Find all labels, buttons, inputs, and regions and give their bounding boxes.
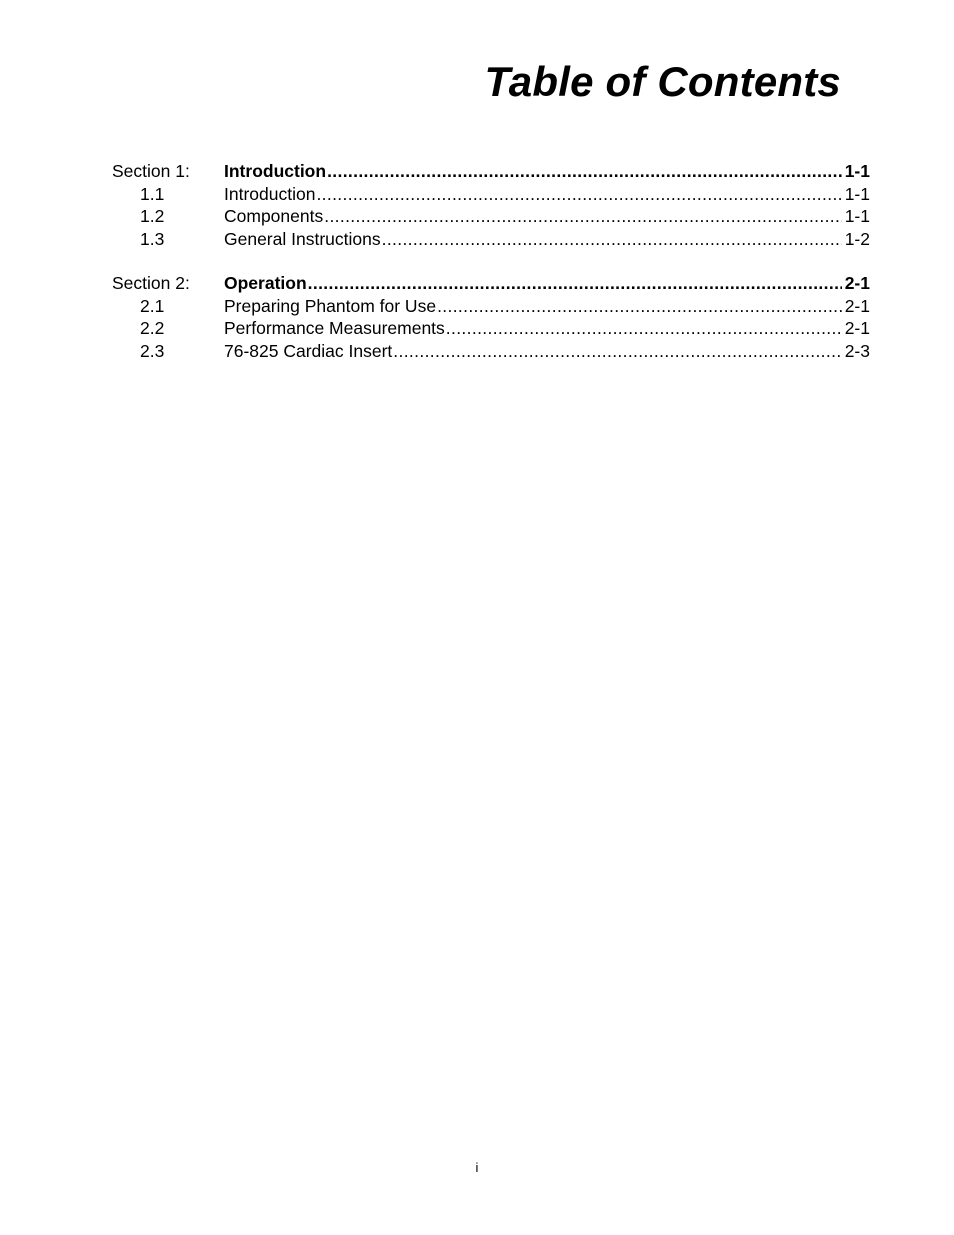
dot-leader <box>327 160 842 183</box>
entry-title: 76-825 Cardiac Insert <box>224 340 393 361</box>
section-label: Section 2: <box>112 273 190 293</box>
dot-leader <box>308 272 842 295</box>
toc-entry-section-1[interactable] <box>112 160 870 183</box>
toc-entry[interactable] <box>112 317 870 340</box>
page-number: i <box>475 1160 479 1175</box>
page-ref: 1-1 <box>844 183 870 204</box>
toc-entry-section-2[interactable] <box>112 272 870 295</box>
page-ref: 2-1 <box>844 295 870 316</box>
entry-title: Preparing Phantom for Use <box>224 295 437 316</box>
toc-entry[interactable] <box>112 340 870 363</box>
dot-leader <box>382 228 842 251</box>
entry-number: 1.1 <box>140 183 165 204</box>
entry-number: 1.2 <box>140 206 165 226</box>
entry-title: Performance Measurements <box>224 318 445 338</box>
page-ref: 2-1 <box>844 273 870 293</box>
toc-entry[interactable] <box>112 228 870 251</box>
dot-leader <box>316 183 841 206</box>
dot-leader <box>446 317 842 340</box>
entry-number: 2.3 <box>140 340 165 361</box>
section-title: Operation <box>224 273 307 293</box>
dot-leader <box>437 295 842 318</box>
page-ref: 1-2 <box>844 228 870 249</box>
section-title: Introduction <box>224 161 327 181</box>
toc-entry[interactable] <box>112 183 870 206</box>
toc-section-1 <box>112 160 870 250</box>
page-ref: 1-1 <box>844 206 870 226</box>
entry-number: 2.2 <box>140 318 165 338</box>
table-of-contents <box>112 160 870 384</box>
entry-title: Introduction <box>224 183 316 204</box>
page-ref: 1-1 <box>844 161 870 181</box>
toc-entry[interactable] <box>112 295 870 318</box>
toc-section-2 <box>112 272 870 362</box>
page-ref: 2-3 <box>844 340 870 361</box>
section-label: Section 1: <box>112 161 190 181</box>
entry-number: 1.3 <box>140 228 165 249</box>
toc-entry[interactable] <box>112 205 870 228</box>
page-ref: 2-1 <box>844 318 870 338</box>
dot-leader <box>324 205 841 228</box>
entry-title: General Instructions <box>224 228 381 249</box>
entry-title: Components <box>224 206 324 226</box>
entry-number: 2.1 <box>140 295 165 316</box>
page-title: Table of Contents <box>484 58 841 105</box>
dot-leader <box>393 340 841 363</box>
